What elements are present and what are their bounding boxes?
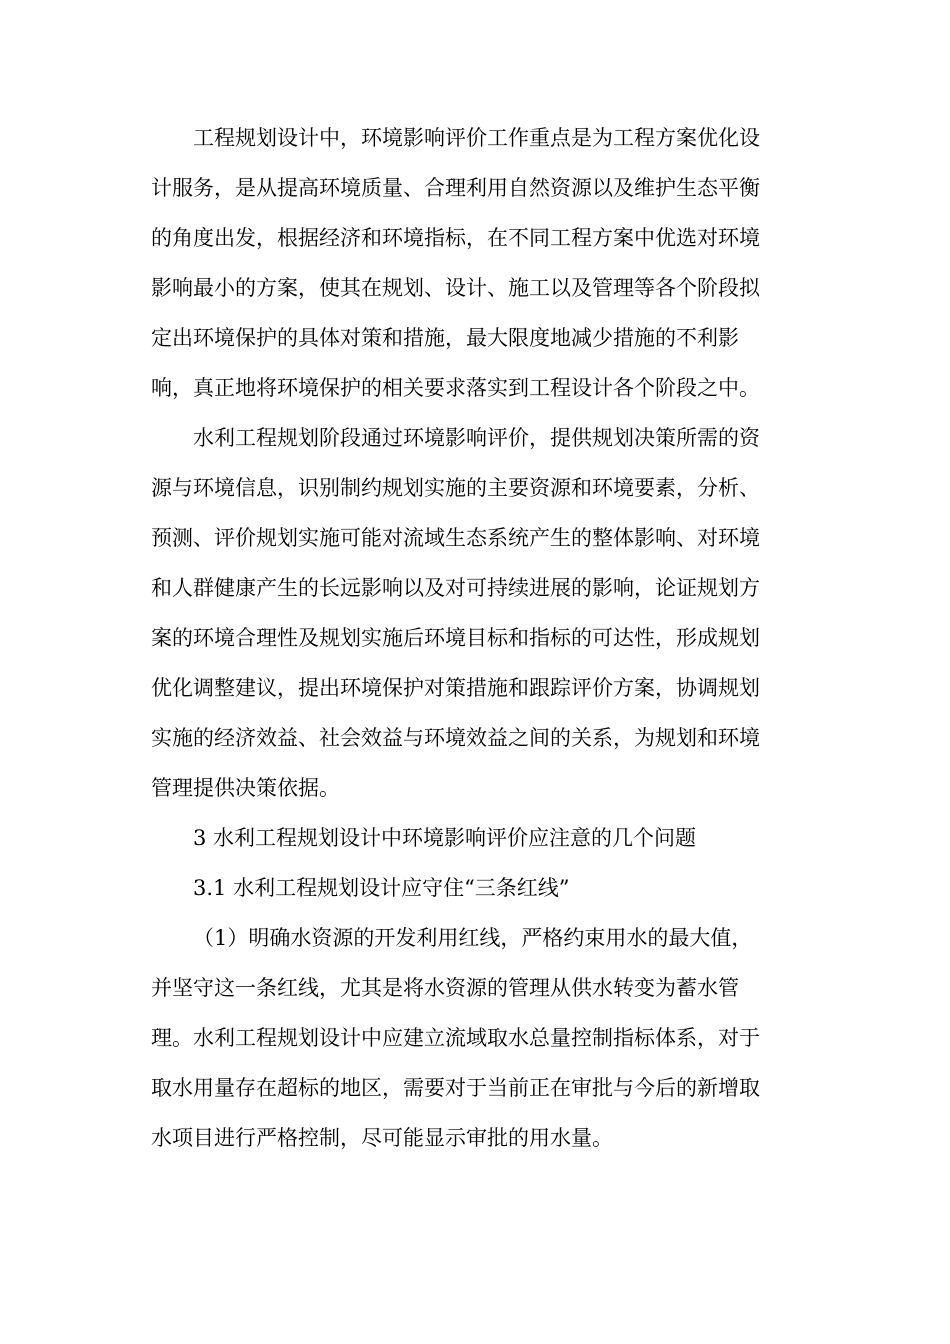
text-line: 优化调整建议，提出环境保护对策措施和跟踪评价方案，协调规划 <box>151 676 760 700</box>
text-line: 取水用量存在超标的地区，需要对于当前正在审批与今后的新增取 <box>151 1076 760 1100</box>
section-heading-3: 3 水利工程规划设计中环境影响评价应注意的几个问题 <box>193 826 697 850</box>
paragraph-env-assessment-focus <box>151 113 799 413</box>
text-line: 响，真正地将环境保护的相关要求落实到工程设计各个阶段之中。 <box>151 376 760 400</box>
text-line: 的角度出发，根据经济和环境指标，在不同工程方案中优选对环境 <box>151 226 760 250</box>
section-heading-3-1: 3.1 水利工程规划设计应守住“三条红线” <box>193 876 570 900</box>
text-line: 案的环境合理性及规划实施后环境目标和指标的可达性，形成规划 <box>151 626 760 650</box>
text-line: 源与环境信息，识别制约规划实施的主要资源和环境要素，分析、 <box>151 476 760 500</box>
text-line: 理。水利工程规划设计中应建立流域取水总量控制指标体系，对于 <box>151 1026 760 1050</box>
paragraph-planning-stage <box>151 413 799 813</box>
text-line: 定出环境保护的具体对策和措施，最大限度地减少措施的不利影 <box>151 326 739 350</box>
text-line: 工程规划设计中，环境影响评价工作重点是为工程方案优化设 <box>193 126 760 150</box>
text-line: 并坚守这一条红线，尤其是将水资源的管理从供水转变为蓄水管 <box>151 976 739 1000</box>
text-line: 水项目进行严格控制，尽可能显示审批的用水量。 <box>151 1126 613 1150</box>
text-line: 影响最小的方案，使其在规划、设计、施工以及管理等各个阶段拟 <box>151 276 760 300</box>
text-line: 管理提供决策依据。 <box>151 776 340 800</box>
paragraph-water-redline <box>151 913 799 1163</box>
text-line: 和人群健康产生的长远影响以及对可持续进展的影响，论证规划方 <box>151 576 760 600</box>
text-line: 实施的经济效益、社会效益与环境效益之间的关系，为规划和环境 <box>151 726 760 750</box>
text-line: 计服务，是从提高环境质量、合理利用自然资源以及维护生态平衡 <box>151 176 760 200</box>
document-body <box>151 113 799 1163</box>
text-line: 水利工程规划阶段通过环境影响评价，提供规划决策所需的资 <box>193 426 760 450</box>
text-line: 预测、评价规划实施可能对流域生态系统产生的整体影响、对环境 <box>151 526 760 550</box>
text-line: （1）明确水资源的开发利用红线，严格约束用水的最大值， <box>193 926 753 950</box>
